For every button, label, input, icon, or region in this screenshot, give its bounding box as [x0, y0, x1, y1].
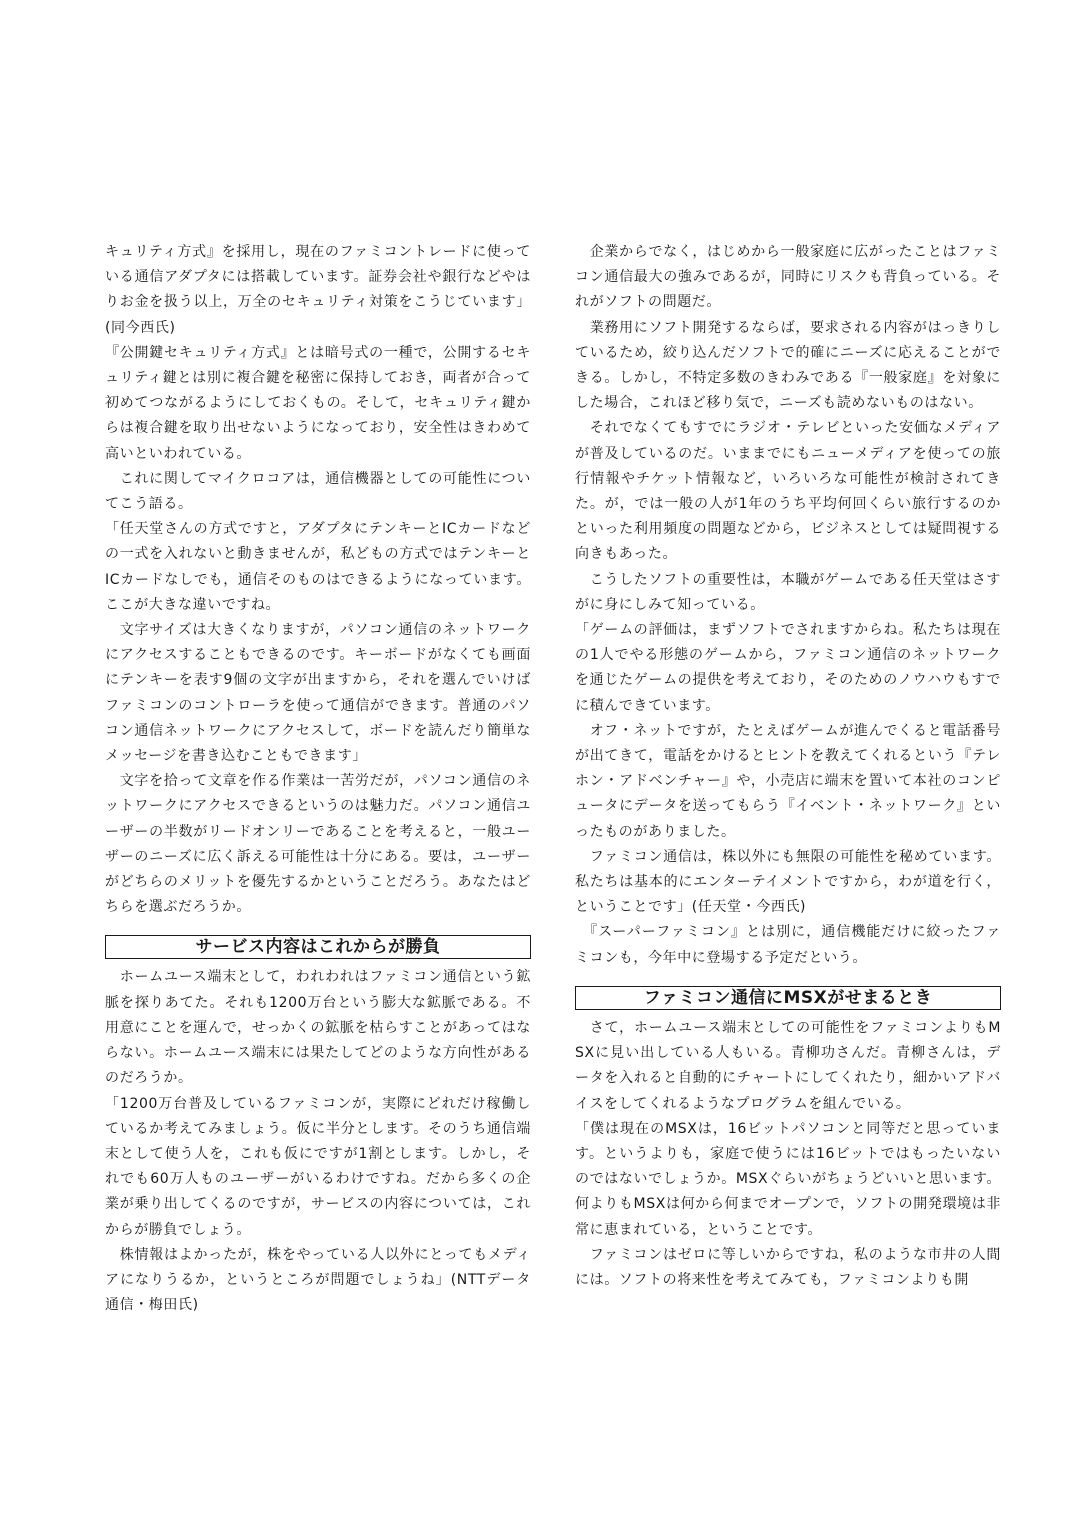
paragraph: 『スーパーファミコン』とは別に，通信機能だけに絞ったファミコンも，今年中に登場する予定だという。 [575, 924, 1001, 966]
paragraph: オフ・ネットですが，たとえばゲームが進んでくると電話番号が出てきて，電話をかけるとヒントを教えてくれるという『テレホン・アドベンチャー』や，小売店に端末を置いて本社のコンピュータにデータを送ってもらう『イベント・ネットワーク』といったものがありました。 [575, 722, 1001, 840]
section-heading-text: サービス内容はこれからが勝負 [195, 937, 441, 958]
left-column [105, 240, 531, 1318]
section-heading [575, 986, 1001, 1010]
paragraph: これに関してマイクロコアは，通信機器としての可能性についてこう語る。 [105, 470, 531, 513]
paragraph: ファミコンはゼロに等しいからですね，私のような市井の人間には。ソフトの将来性を考えてみても，ファミコンよりも開 [575, 1246, 1001, 1288]
paragraph: 企業からでなく，はじめから一般家庭に広がったことはファミコン通信最大の強みであるが，同時にリスクも背負っている。それがソフトの問題だ。 [575, 244, 1001, 311]
right-column [575, 240, 1001, 1293]
paragraph: 文字を拾って文章を作る作業は一苦労だが，パソコン通信のネットワークにアクセスできるというのは魅力だ。パソコン通信ユーザーの半数がリードオンリーであることを考えると，一般ユーザーのニーズに広く訴える可能性は十分にある。要は，ユーザーがどちらのメリットを優先するかということだろう。あなたはどちらを選ぶだろうか。 [105, 773, 531, 916]
section-heading-text: ファミコン通信にMSXがせまるとき [643, 987, 933, 1008]
paragraph: 「1200万台普及しているファミコンが，実際にどれだけ稼働しているか考えてみましょう。仮に半分とします。そのうち通信端末として使う人を，これも仮にですが1割とします。しかし，それでも60万人ものユーザーがいるわけですね。だから多くの企業が乗り出してくるのですが，サービスの内容については，これからが勝負でしょう。 [105, 1095, 531, 1238]
section-heading [105, 935, 531, 959]
paragraph: ホームユース端末として，われわれはファミコン通信という鉱脈を探りあてた。それも1200万台という膨大な鉱脈である。不用意にことを運んで，せっかくの鉱脈を枯らすことがあってはならない。ホームユース端末には果たしてどのような方向性があるのだろうか。 [105, 969, 531, 1087]
paragraph: ファミコン通信は，株以外にも無限の可能性を秘めています。私たちは基本的にエンターテイメントですから，わが道を行く，ということです」(任天堂・今西氏) [575, 848, 1001, 916]
paragraph: 「僕は現在のMSXは，16ビットパソコンと同等だと思っています。というよりも，家庭で使うには16ビットではもったいないのではないでしょうか。MSXぐらいがちょうどいいと思います。何よりもMSXは何から何までオープンで，ソフトの開発環境は非常に恵まれている，ということです。 [575, 1120, 1001, 1238]
paragraph: さて，ホームユース端末としての可能性をファミコンよりもMSXに見い出している人もいる。青柳功さんだ。青柳さんは，データを入れると自動的にチャートにしてくれたり，細かいアドバイスをしてくれるようなプログラムを組んでいる。 [575, 1019, 1001, 1112]
paragraph: 『公開鍵セキュリティ方式』とは暗号式の一種で，公開するセキュリティ鍵とは別に複合鍵を秘密に保持しておき，両者が合って初めてつながるようにしておくもの。そして，セキュリティ鍵からは複合鍵を取り出せないようになっており，安全性はきわめて高いといわれている。 [105, 344, 531, 462]
paragraph: キュリティ方式』を採用し，現在のファミコントレードに使っている通信アダプタには搭載しています。証券会社や銀行などやはりお金を扱う以上，万全のセキュリティ対策をこうじています」(同今西氏) [105, 244, 531, 336]
paragraph: 「任天堂さんの方式ですと，アダプタにテンキーとICカードなどの一式を入れないと動きませんが，私どもの方式ではテンキーとICカードなしでも，通信そのものはできるようになっています。ここが大きな違いですね。 [105, 521, 531, 613]
paragraph: 「ゲームの評価は，まずソフトでされますからね。私たちは現在の1人でやる形態のゲームから，ファミコン通信のネットワークを通じたゲームの提供を考えており，そのためのノウハウもすでに積んできています。 [575, 622, 1001, 714]
paragraph: それでなくてもすでにラジオ・テレビといった安価なメディアが普及しているのだ。いままでにもニューメディアを使っての旅行情報やチケット情報など，いろいろな可能性が検討されてきた。が，では一般の人が1年のうち平均何回くらい旅行するのかといった利用頻度の問題などから，ビジネスとしては疑問視する向きもあった。 [575, 420, 1001, 563]
paragraph: 文字サイズは大きくなりますが，パソコン通信のネットワークにアクセスすることもできるのです。キーボードがなくても画面にテンキーを表す9個の文字が出ますから，それを選んでいけばファミコンのコントローラを使って通信ができます。普通のパソコン通信ネットワークにアクセスして，ボードを読んだり簡単なメッセージを書き込むこともできます」 [105, 622, 531, 765]
paragraph: 業務用にソフト開発するならば，要求される内容がはっきりしているため，絞り込んだソフトで的確にニーズに応えることができる。しかし，不特定多数のきわみである『一般家庭』を対象にした場合，これほど移り気で，ニーズも読めないものはない。 [575, 319, 1001, 412]
paragraph: こうしたソフトの重要性は，本職がゲームである任天堂はさすがに身にしみて知っている。 [575, 571, 1001, 613]
paragraph: 株情報はよかったが，株をやっている人以外にとってもメディアになりうるか，というところが問題でしょうね」(NTTデータ通信・梅田氏) [105, 1246, 531, 1314]
